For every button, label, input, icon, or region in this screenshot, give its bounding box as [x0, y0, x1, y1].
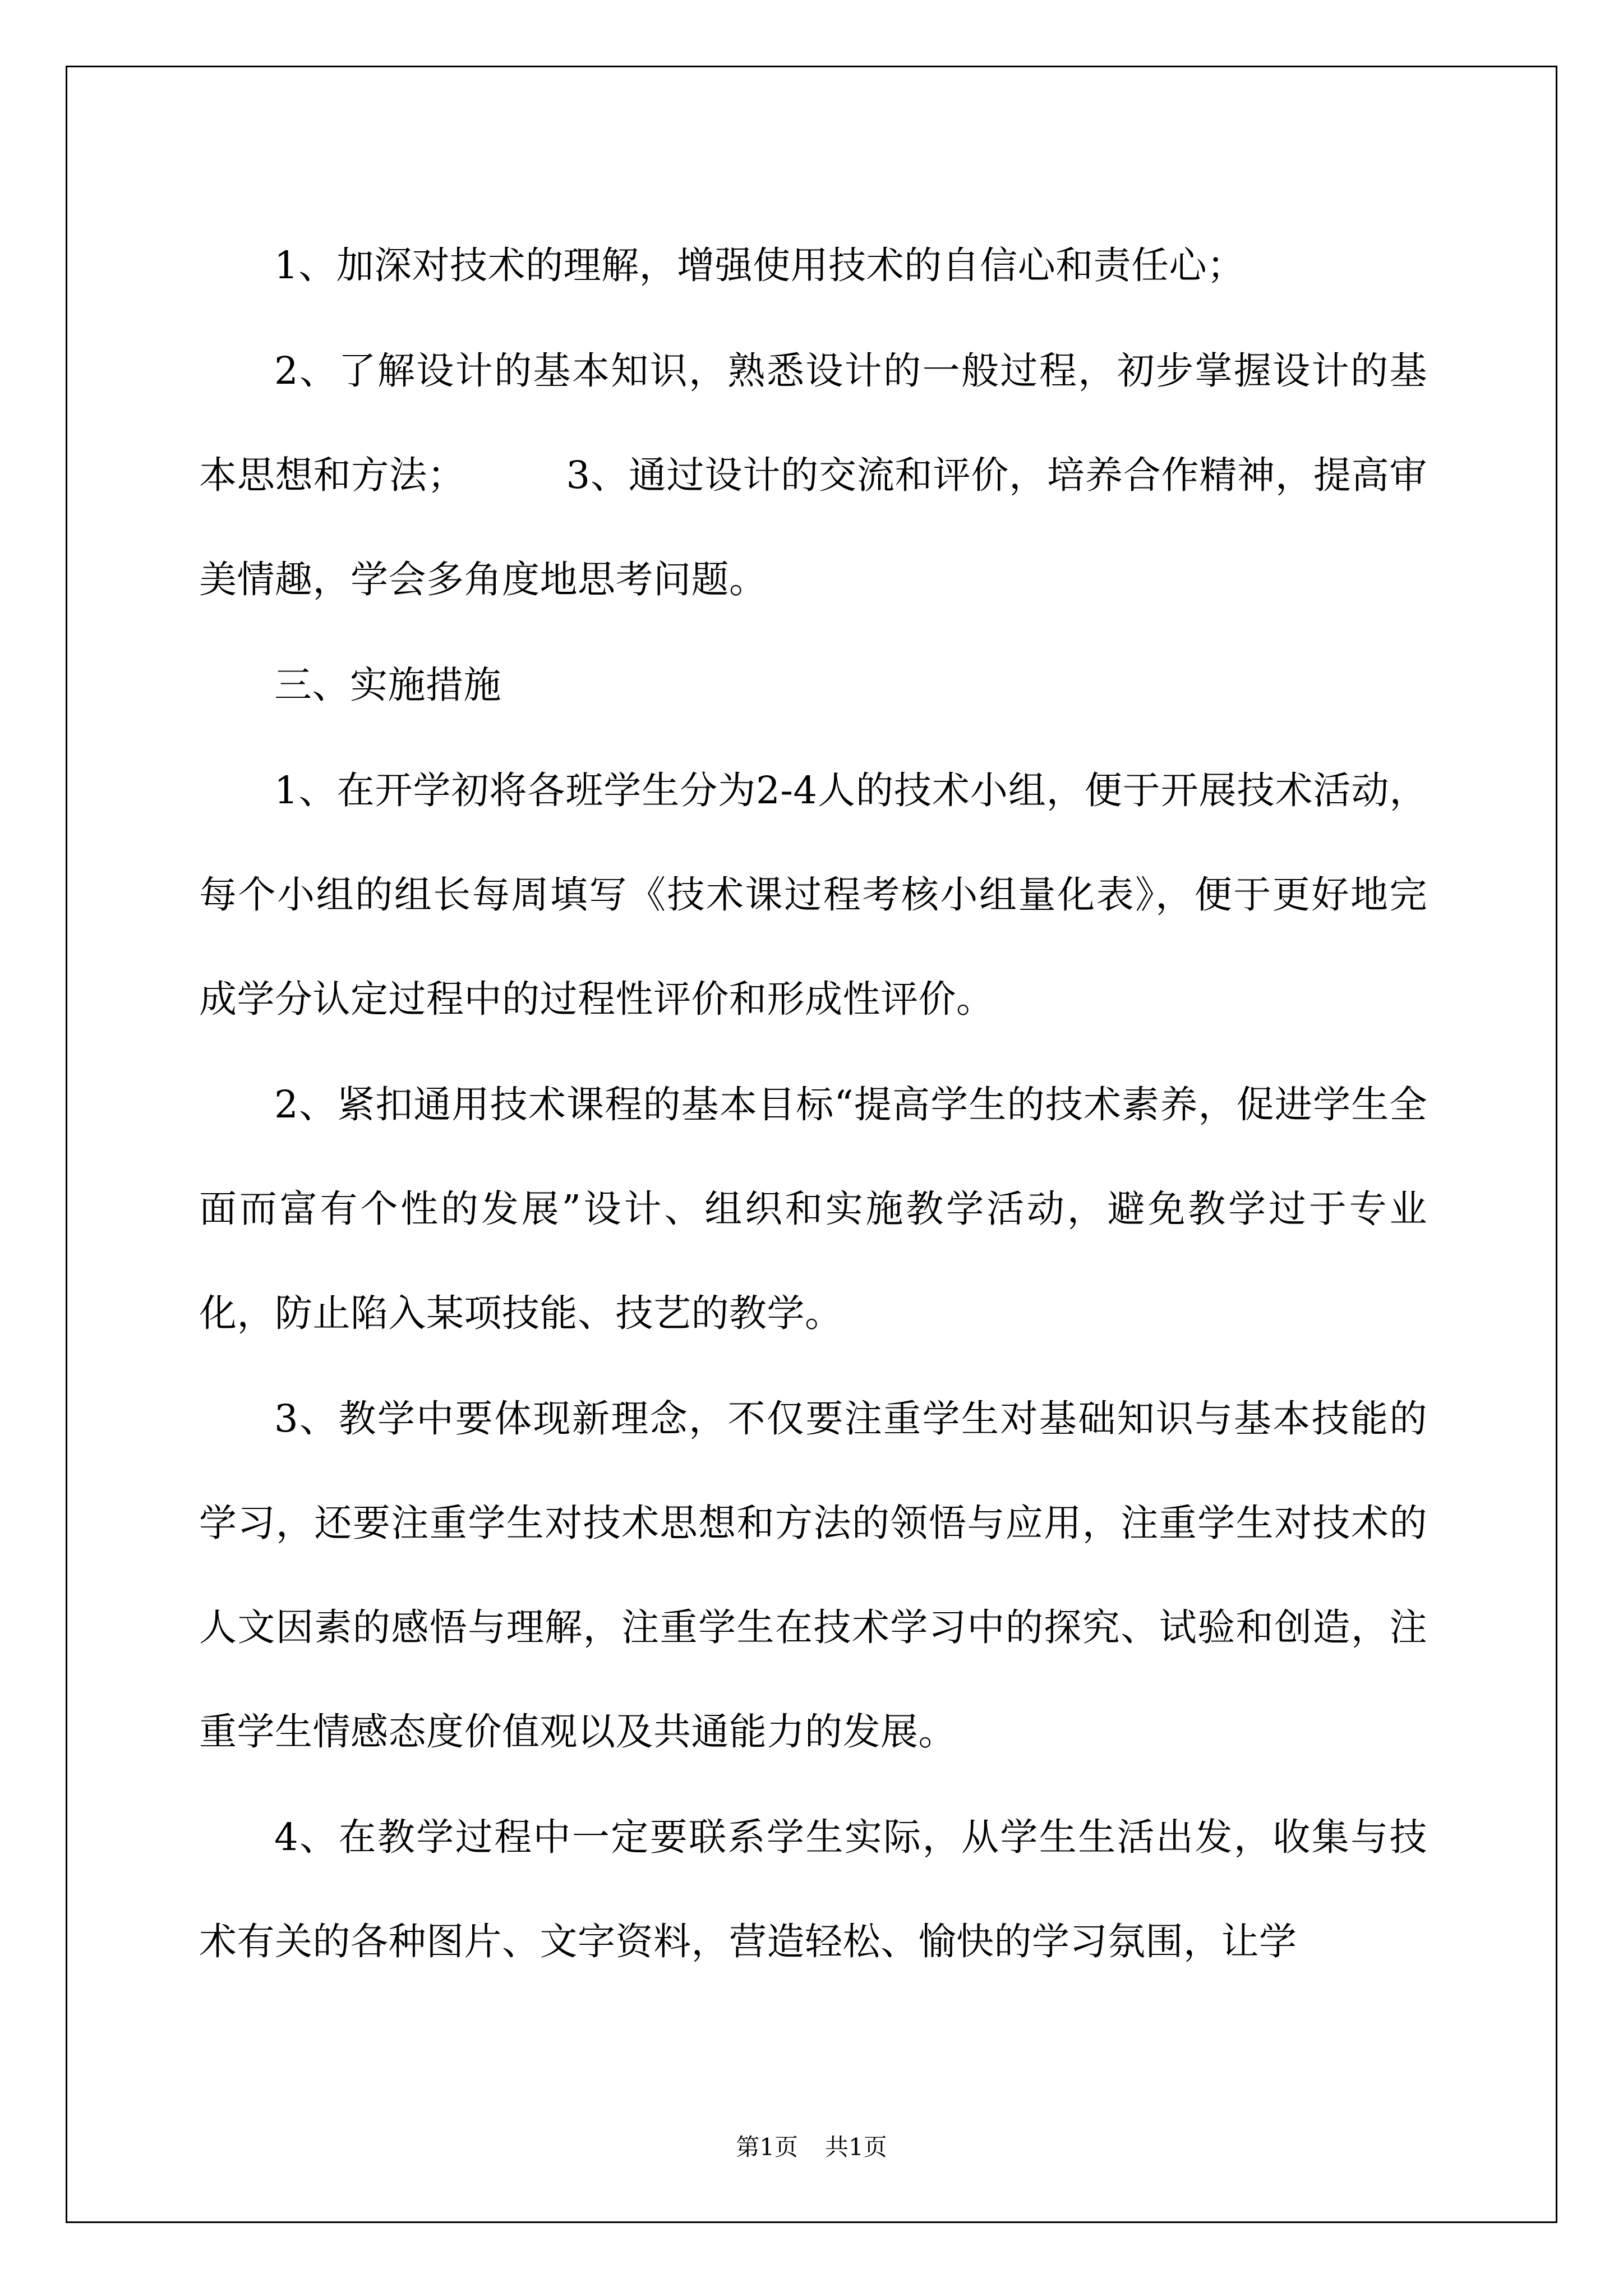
page-total: 共1页: [825, 2133, 887, 2161]
paragraph-measure-2: 2、紧扣通用技术课程的基本目标“提高学生的技术素养，促进学生全面而富有个性的发展”设计、组织和实施教学活动，避免教学过于专业化，防止陷入某项技能、技艺的教学。: [199, 1083, 1427, 1335]
page-number: 第1页: [736, 2133, 798, 2161]
paragraph-goal-2-3: [199, 319, 1427, 632]
page-footer: [0, 2129, 1623, 2162]
document-body: [199, 213, 1427, 1994]
paragraph-goal-3: 3、通过设计的交流和评价，培养合作精神，提高审美情趣，学会多角度地思考问题。: [199, 453, 1427, 601]
paragraph-goal-1: 1、加深对技术的理解，增强使用技术的自信心和责任心；: [274, 243, 1245, 287]
paragraph-measure-4: 4、在教学过程中一定要联系学生实际，从学生生活出发，收集与技术有关的各种图片、文字资料，营造轻松、愉快的学习氛围，让学: [199, 1815, 1427, 1963]
paragraph-measure-1: 1、在开学初将各班学生分为2-4人的技术小组，便于开展技术活动，每个小组的组长每周填写《技术课过程考核小组量化表》，便于更好地完成学分认定过程中的过程性评价和形成性评价。: [199, 769, 1427, 1021]
paragraph-goal-2: 2、了解设计的基本知识，熟悉设计的一般过程，初步掌握设计的基本思想和方法；: [199, 349, 1427, 497]
section-heading: 三、实施措施: [274, 663, 501, 707]
paragraph-measure-3: 3、教学中要体现新理念，不仅要注重学生对基础知识与基本技能的学习，还要注重学生对技术思想和方法的领悟与应用，注重学生对技术的人文因素的感悟与理解，注重学生在技术学习中的探究、试验和创造，注重学生情感态度价值观以及共通能力的发展。: [199, 1397, 1427, 1754]
